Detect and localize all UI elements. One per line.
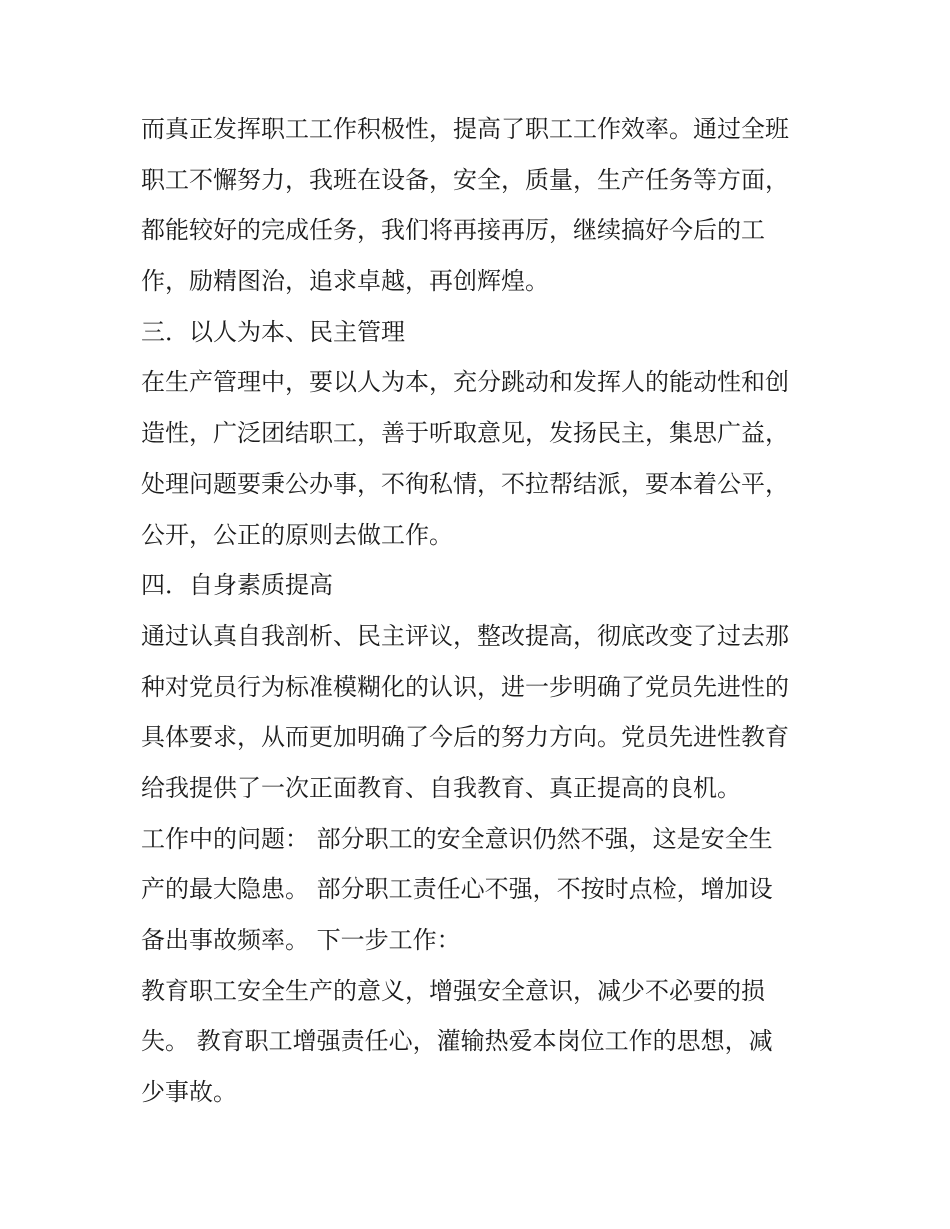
section-heading-3: 三．以人为本、民主管理 bbox=[141, 317, 405, 346]
document-body bbox=[141, 104, 821, 1118]
paragraph-line: 作，励精图治，追求卓越，再创辉煌。 bbox=[141, 267, 549, 296]
paragraph-line: 少事故。 bbox=[141, 1078, 237, 1107]
paragraph-line: 而真正发挥职工工作积极性，提高了职工工作效率。通过全班 bbox=[141, 115, 789, 143]
paragraph-line: 处理问题要秉公办事，不徇私情，不拉帮结派，要本着公平， bbox=[141, 469, 789, 498]
paragraph-line: 在生产管理中，要以人为本，充分跳动和发挥人的能动性和创 bbox=[141, 368, 789, 397]
section-heading-4: 四．自身素质提高 bbox=[141, 571, 333, 600]
paragraph-line: 公开，公正的原则去做工作。 bbox=[141, 520, 453, 549]
paragraph-line: 都能较好的完成任务，我们将再接再厉，继续搞好今后的工 bbox=[141, 216, 765, 245]
paragraph-line: 职工不懈努力，我班在设备，安全，质量，生产任务等方面， bbox=[141, 165, 789, 194]
paragraph-line: 备出事故频率。 下一步工作： bbox=[141, 926, 461, 954]
paragraph-line: 失。 教育职工增强责任心，灌输热爱本岗位工作的思想，减 bbox=[141, 1027, 773, 1056]
paragraph-line: 造性，广泛团结职工，善于听取意见，发扬民主，集思广益， bbox=[141, 419, 789, 448]
paragraph-line: 教育职工安全生产的意义，增强安全意识，减少不必要的损 bbox=[141, 976, 765, 1005]
paragraph-line: 产的最大隐患。 部分职工责任心不强，不按时点检，增加设 bbox=[141, 875, 773, 904]
paragraph-line: 具体要求，从而更加明确了今后的努力方向。党员先进性教育 bbox=[141, 723, 789, 752]
paragraph-line: 给我提供了一次正面教育、自我教育、真正提高的良机。 bbox=[141, 773, 741, 802]
paragraph-line: 种对党员行为标准模糊化的认识，进一步明确了党员先进性的 bbox=[141, 672, 789, 701]
paragraph-line: 工作中的问题： 部分职工的安全意识仍然不强，这是安全生 bbox=[141, 824, 773, 853]
paragraph-line: 通过认真自我剖析、民主评议，整改提高，彻底改变了过去那 bbox=[141, 621, 789, 650]
